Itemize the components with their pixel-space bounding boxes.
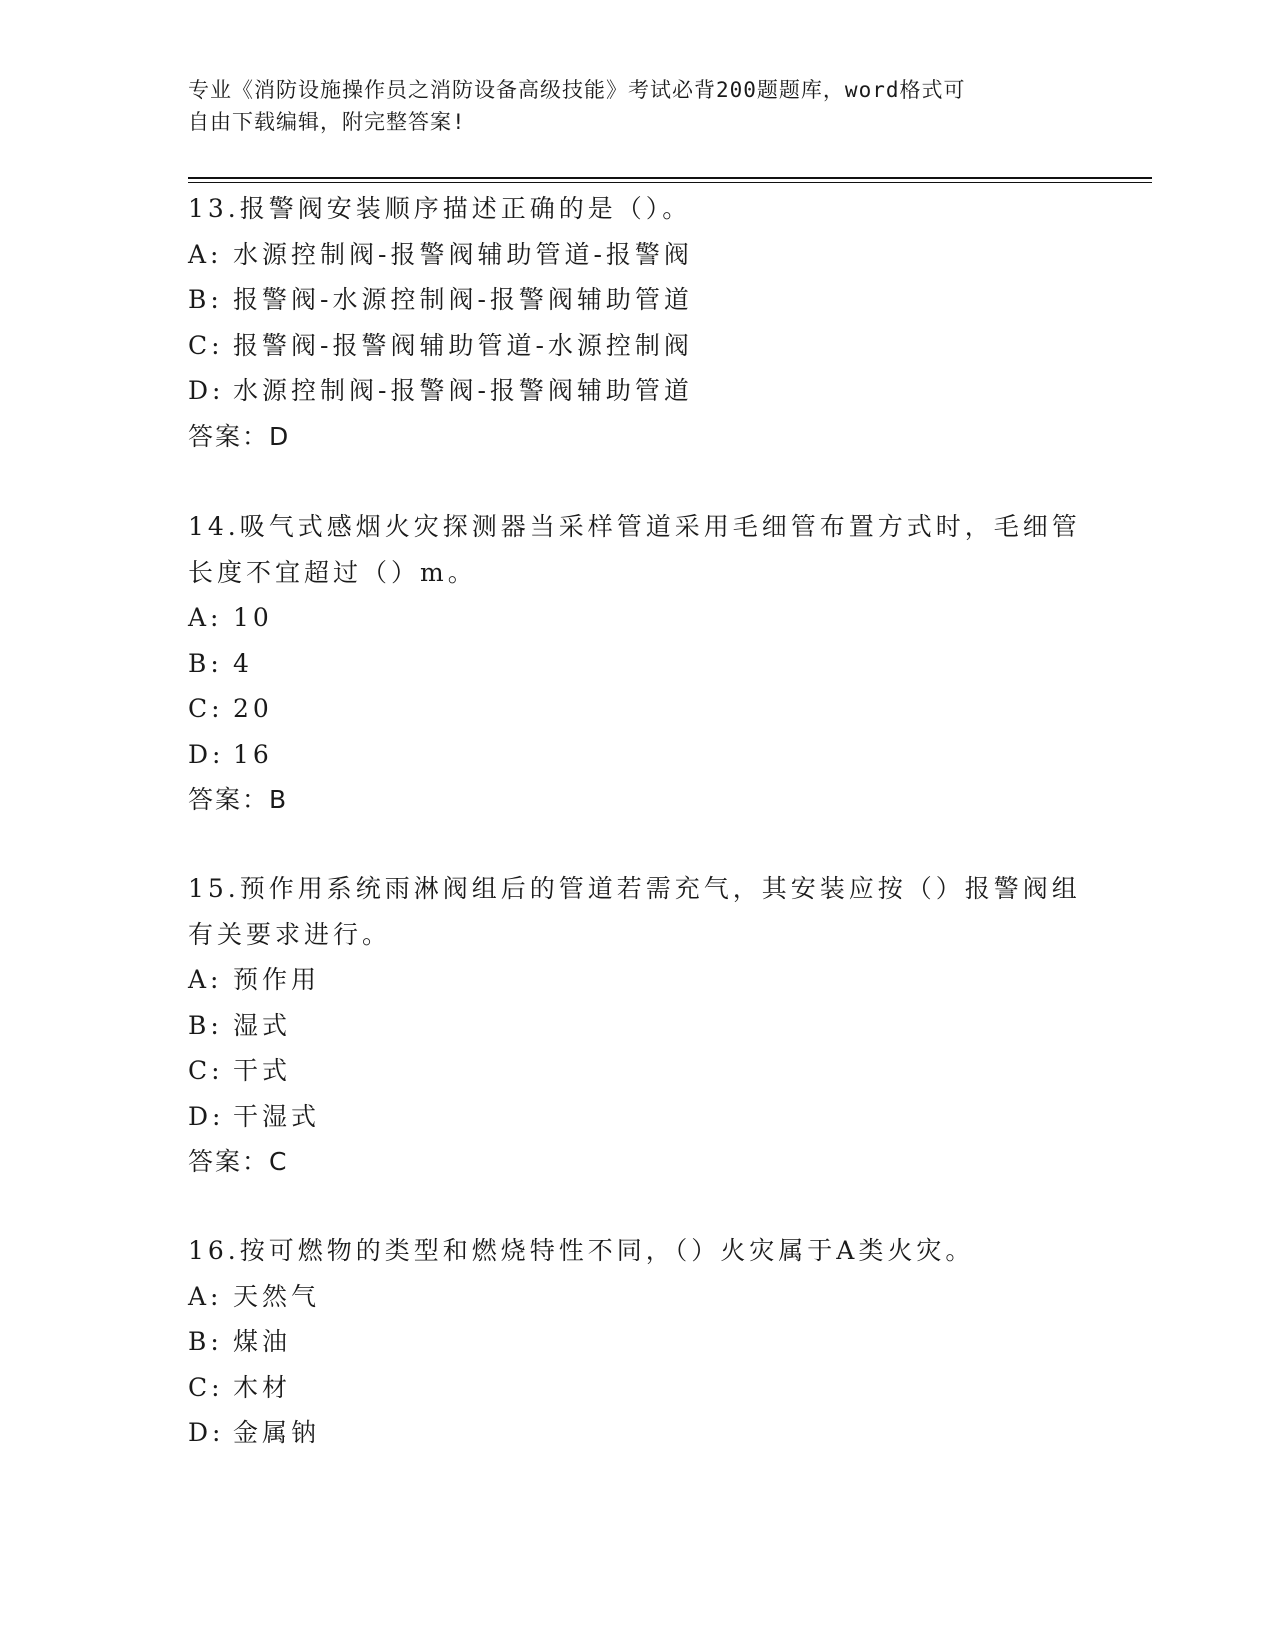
option-c (188, 323, 1088, 369)
option-letter: B: (188, 1327, 223, 1356)
option-b (188, 641, 1088, 687)
option-text: 水源控制阀-报警阀-报警阀辅助管道 (233, 376, 693, 405)
option-letter: C: (188, 1056, 224, 1085)
question-13 (188, 186, 1088, 459)
option-letter: D: (188, 1418, 225, 1447)
option-a (188, 1274, 1088, 1320)
option-letter: C: (188, 330, 224, 360)
answer-line: 答案：C (188, 1147, 289, 1176)
option-letter: A: (188, 239, 223, 269)
question-stem: 16.按可燃物的类型和燃烧特性不同，（）火灾属于A类火灾。 (188, 1236, 975, 1265)
option-d (188, 732, 1088, 778)
option-letter: A: (188, 603, 223, 632)
question-14 (188, 504, 1088, 823)
option-text: 干式 (233, 1056, 292, 1085)
option-letter: A: (188, 1281, 223, 1311)
document-header (188, 74, 1088, 138)
option-text: 4 (233, 648, 253, 678)
option-text: 湿式 (233, 1010, 292, 1040)
option-b (188, 1319, 1088, 1365)
option-letter: D: (188, 376, 225, 405)
answer-line: 答案：D (188, 421, 291, 451)
option-text: 煤油 (233, 1327, 292, 1356)
option-text: 报警阀-水源控制阀-报警阀辅助管道 (233, 285, 693, 314)
option-a (188, 957, 1088, 1003)
option-text: 水源控制阀-报警阀辅助管道-报警阀 (233, 239, 693, 269)
option-b (188, 277, 1088, 323)
option-text: 木材 (233, 1372, 292, 1402)
option-text: 报警阀-报警阀辅助管道-水源控制阀 (233, 330, 693, 360)
option-b (188, 1003, 1088, 1049)
option-a (188, 232, 1088, 278)
answer-line: 答案：B (188, 785, 289, 814)
option-c (188, 686, 1088, 732)
option-a (188, 595, 1088, 641)
option-d (188, 1410, 1088, 1456)
question-15 (188, 866, 1088, 1185)
header-divider-thick (188, 177, 1152, 179)
option-c (188, 1048, 1088, 1094)
option-letter: A: (188, 965, 223, 994)
question-stem: 15.预作用系统雨淋阀组后的管道若需充气，其安装应按（）报警阀组有关要求进行。 (188, 874, 1081, 949)
option-text: 干湿式 (233, 1101, 321, 1131)
option-text: 20 (233, 694, 273, 723)
header-line-1: 专业《消防设施操作员之消防设备高级技能》考试必背200题题库，word格式可 (188, 78, 966, 102)
option-d (188, 368, 1088, 414)
option-letter: C: (188, 694, 224, 723)
option-text: 天然气 (233, 1281, 321, 1311)
option-text: 16 (233, 739, 273, 769)
option-letter: B: (188, 648, 223, 678)
header-line-2: 自由下载编辑，附完整答案! (188, 110, 466, 134)
option-text: 预作用 (233, 965, 321, 994)
header-divider-thin (188, 182, 1152, 183)
option-d (188, 1094, 1088, 1140)
option-c (188, 1365, 1088, 1411)
option-letter: B: (188, 285, 223, 314)
option-text: 金属钠 (233, 1418, 321, 1447)
question-stem: 14.吸气式感烟火灾探测器当采样管道采用毛细管布置方式时，毛细管长度不宜超过（）m。 (188, 512, 1081, 587)
option-letter: D: (188, 739, 225, 769)
option-letter: D: (188, 1101, 225, 1131)
option-letter: C: (188, 1372, 224, 1402)
option-letter: B: (188, 1010, 223, 1040)
option-text: 10 (233, 603, 273, 632)
question-16 (188, 1228, 1088, 1456)
question-stem: 13.报警阀安装顺序描述正确的是（）。 (188, 194, 692, 223)
